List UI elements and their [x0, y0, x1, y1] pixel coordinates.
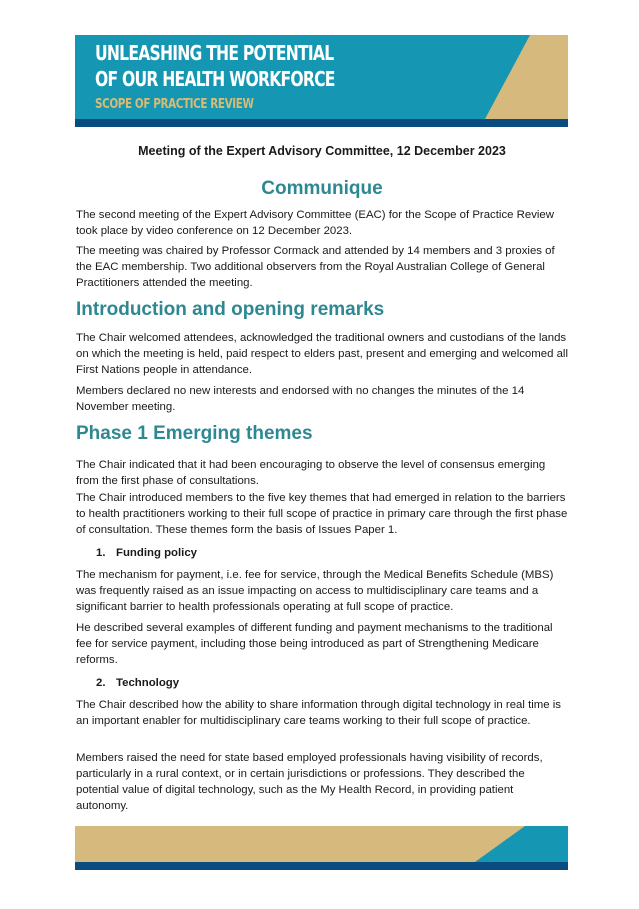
- intro-heading: Introduction and opening remarks: [76, 299, 385, 320]
- banner-subtitle: SCOPE OF PRACTICE REVIEW: [95, 97, 254, 112]
- theme-number: 1.: [96, 547, 106, 559]
- theme-title: Funding policy: [116, 547, 197, 559]
- technology-paragraph-2: Members raised the need for state based employed professionals having visibility of records, particularly in a rural context, or in certain jurisdictions or professions. They described the potential value of digital technology, such as the My Health Record, in providing patient autonomy.: [76, 752, 543, 812]
- communique-paragraph-1: The second meeting of the Expert Advisory Committee (EAC) for the Scope of Practice Review took place by video conference on 12 December 2023.: [76, 209, 554, 237]
- funding-paragraph-2: He described several examples of different funding and payment mechanisms to the traditional fee for service payment, including those being introduced as part of Strengthening Medicare reforms.: [76, 622, 553, 666]
- technology-paragraph-1: The Chair described how the ability to share information through digital technology in real time is an important enabler for multidisciplinary care teams working to their full scope of practice.: [76, 699, 561, 727]
- intro-paragraph-2: Members declared no new interests and endorsed with no changes the minutes of the 14 November meeting.: [76, 385, 525, 413]
- banner-navy-stripe: [75, 119, 568, 127]
- theme-number: 2.: [96, 677, 106, 689]
- footer-navy-stripe: [75, 862, 568, 870]
- phase1-paragraph-2: The Chair introduced members to the five key themes that had emerged in relation to the barriers to health practitioners working to their full scope of practice in primary care through the first phase of consultation. These themes form the basis of Issues Paper 1.: [76, 492, 568, 536]
- intro-paragraph-1: The Chair welcomed attendees, acknowledged the traditional owners and custodians of the lands on which the meeting is held, paid respect to elders past, present and emerging and welcomed all First Nations people in attendance.: [76, 332, 568, 376]
- communique-paragraph-2: The meeting was chaired by Professor Cormack and attended by 14 members and 3 proxies of the EAC membership. Two additional observers from the Royal Australian College of General Practitioners attended the meeting.: [76, 245, 555, 289]
- phase1-heading: Phase 1 Emerging themes: [76, 423, 313, 444]
- footer-band: [75, 826, 568, 870]
- header-banner: [75, 35, 568, 127]
- theme-item-funding: [96, 545, 197, 561]
- theme-item-technology: [96, 675, 179, 691]
- meeting-title: Meeting of the Expert Advisory Committee, 12 December 2023: [138, 144, 506, 158]
- banner-title-line-2: OF OUR HEALTH WORKFORCE: [95, 67, 335, 91]
- banner-title-line-1: UNLEASHING THE POTENTIAL: [95, 41, 334, 65]
- phase1-paragraph-1: The Chair indicated that it had been encouraging to observe the level of consensus emerging from the first phase of consultations.: [76, 459, 546, 487]
- funding-paragraph-1: The mechanism for payment, i.e. fee for service, through the Medical Benefits Schedule (MBS) was frequently raised as an issue impacting on access to multidisciplinary care teams and a significant barrier to health professionals operating at full scope of practice.: [76, 569, 554, 613]
- communique-heading: Communique: [261, 178, 383, 199]
- theme-title: Technology: [116, 677, 180, 689]
